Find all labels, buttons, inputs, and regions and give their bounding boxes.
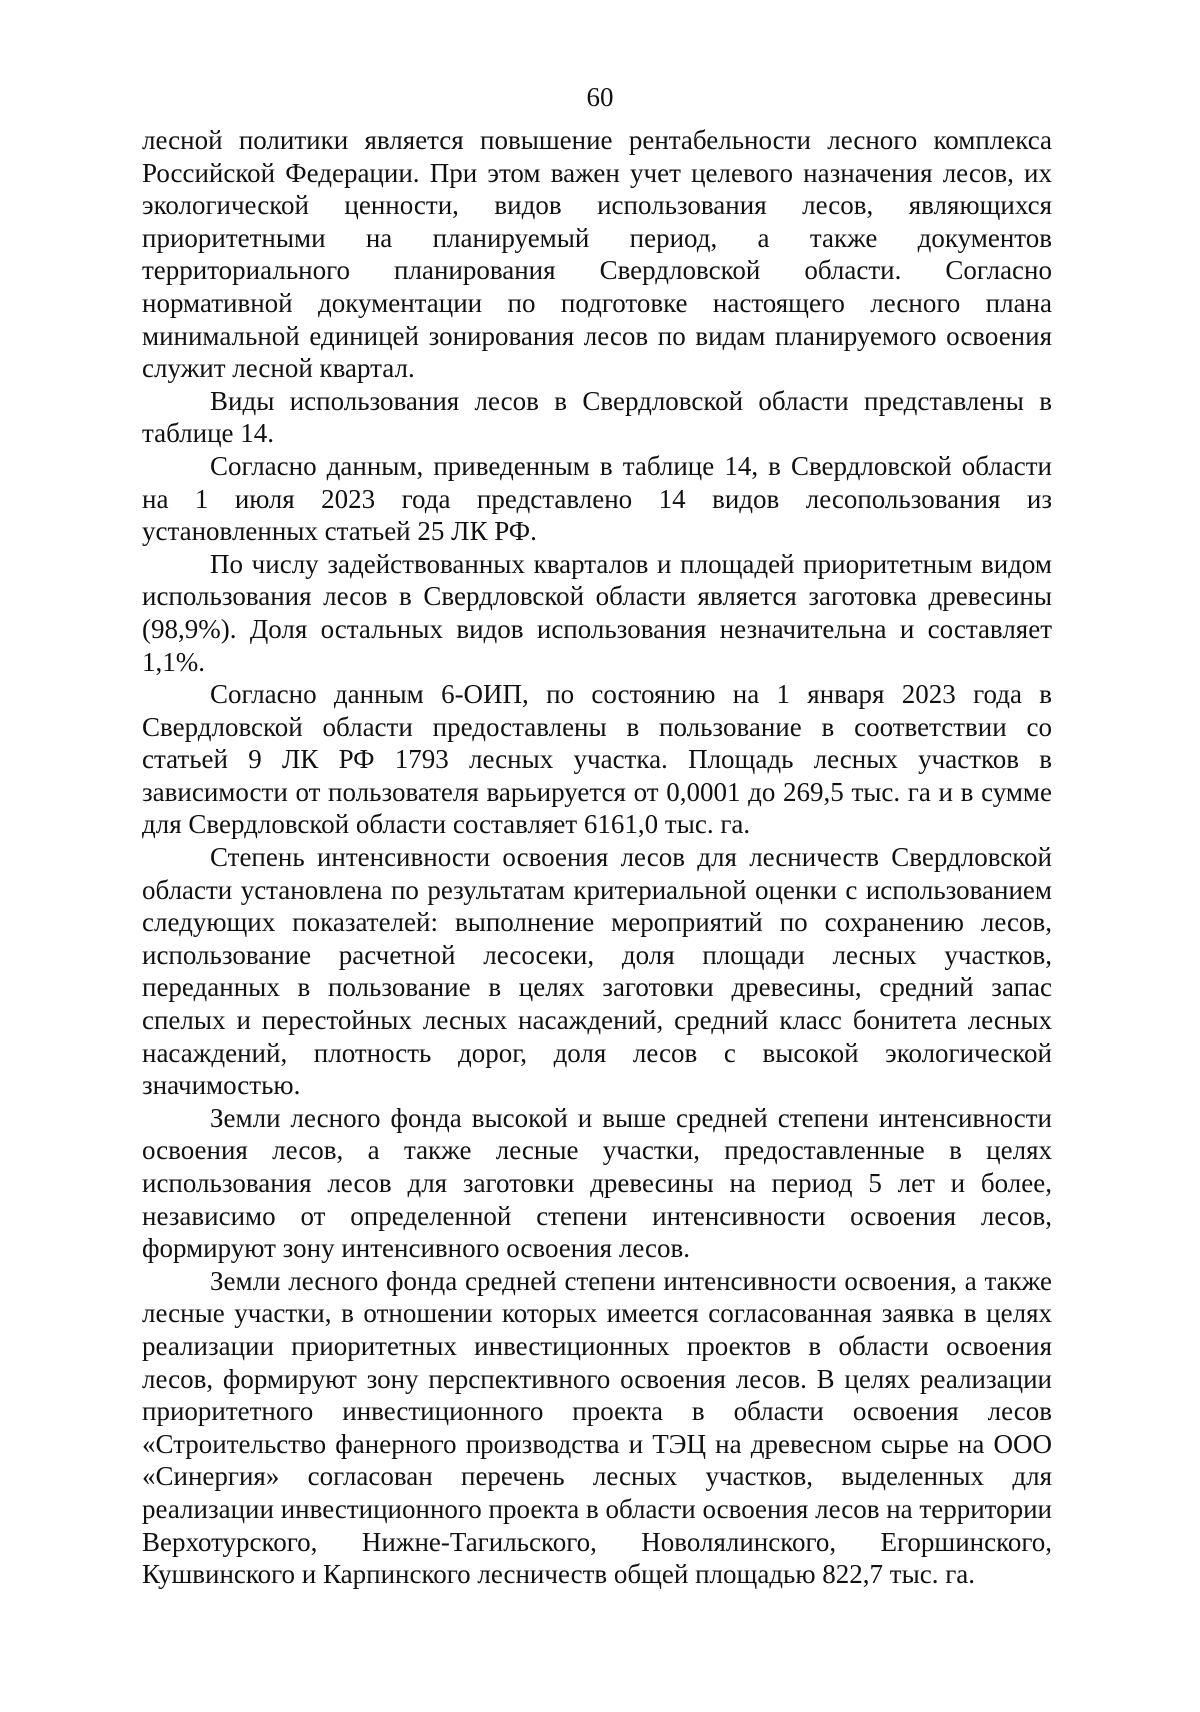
paragraph-forest-policy: лесной политики является повышение рентабельности лесного комплекса Российской Федерации. При этом важен учет целевого назначения лесов, их экологической ценности, видов использования лесов, являющихся приоритетными на планируемый период, а также документов территориального планирования Свердловской области. Согласно нормативной документации по подготовке настоящего лесного плана минимальной единицей зонирования лесов по видам планируемого освоения служит лесной квартал. — [142, 125, 1052, 384]
document-body — [142, 124, 1052, 1591]
paragraph-intensity-criteria: Степень интенсивности освоения лесов для лесничеств Свердловской области установлена по результатам критериальной оценки с использованием следующих показателей: выполнение мероприятий по сохранению лесов, использование расчетной лесосеки, доля площади лесных участков, переданных в пользование в целях заготовки древесины, средний запас спелых и перестойных лесных насаждений, средний класс бонитета лесных насаждений, плотность дорог, доля лесов с высокой экологической значимостью. — [142, 842, 1052, 1101]
paragraph-priority-use: По числу задействованных кварталов и площадей приоритетным видом использования лесов в Свердловской области является заготовка древесины (98,9%). Доля остальных видов использования незначительна и составляет 1,1%. — [142, 548, 1052, 677]
page-number: 60 — [586, 82, 614, 112]
paragraph-leased-plots: Согласно данным 6-ОИП, по состоянию на 1 января 2023 года в Свердловской области предоставлены в пользование в соответствии со статьей 9 ЛК РФ 1793 лесных участка. Площадь лесных участков в зависимости от пользователя варьируется от 0,0001 до 269,5 тыс. га и в сумме для Свердловской области составляет 6161,0 тыс. га. — [142, 679, 1052, 840]
paragraph-table-14-summary: Согласно данным, приведенным в таблице 14, в Свердловской области на 1 июля 2023 года представлено 14 видов лесопользования из установленных статьей 25 ЛК РФ. — [142, 450, 1052, 547]
paragraph-types-of-use: Виды использования лесов в Свердловской области представлены в таблице 14. — [142, 385, 1052, 449]
paragraph-prospective-zone: Земли лесного фонда средней степени интенсивности освоения, а также лесные участки, в отношении которых имеется согласованная заявка в целях реализации приоритетных инвестиционных проектов в области освоения лесов, формируют зону перспективного освоения лесов. В целях реализации приоритетного инвестиционного проекта в области освоения лесов «Строительство фанерного производства и ТЭЦ на древесном сырье на ООО «Синергия» согласован перечень лесных участков, выделенных для реализации инвестиционного проекта в области освоения лесов на территории Верхотурского, Нижне-Тагильского, Новолялинского, Егоршинского, Кушвинского и Карпинского лесничеств общей площадью 822,7 тыс. га. — [142, 1265, 1052, 1590]
paragraph-intensive-zone: Земли лесного фонда высокой и выше средней степени интенсивности освоения лесов, а также лесные участки, предоставленные в целях использования лесов для заготовки древесины на период 5 лет и более, независимо от определенной степени интенсивности освоения лесов, формируют зону интенсивного освоения лесов. — [142, 1102, 1052, 1264]
